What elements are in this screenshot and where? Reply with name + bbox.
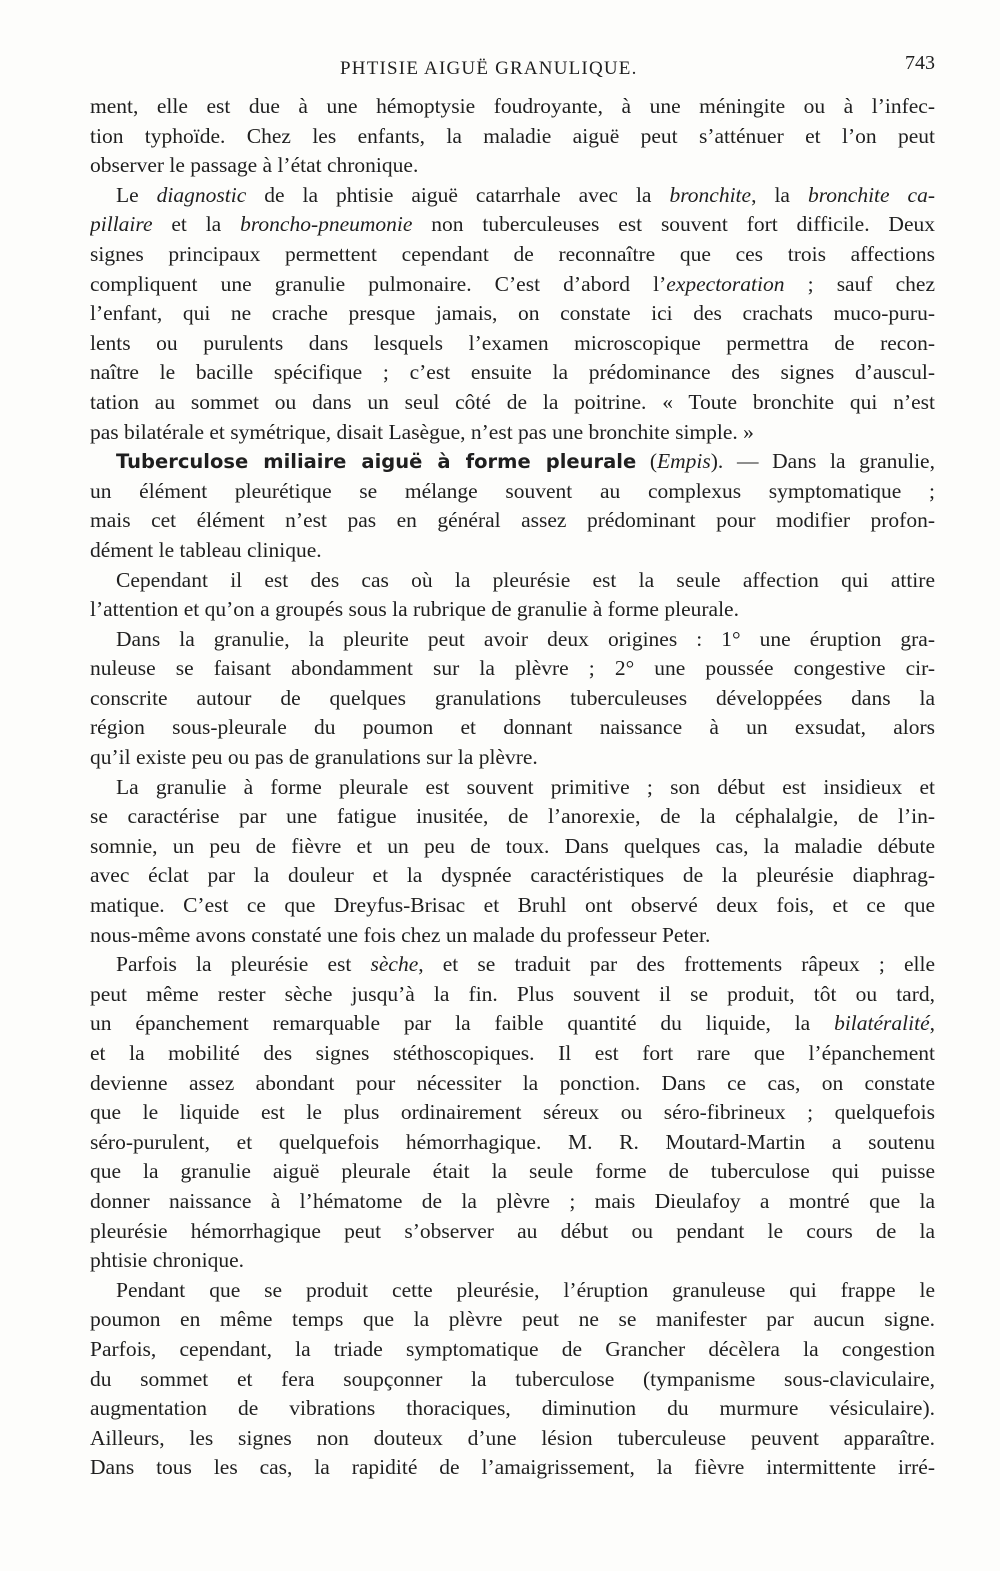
text-line [90,299,935,329]
text-line [90,1276,935,1306]
text-run: que le liquide est le plus ordinairement séreux ou séro-fibrineux ; quelquefois [90,1100,935,1125]
italic-term: sèche [370,952,419,977]
text-line [90,1365,935,1395]
text-line [90,270,935,300]
text-run: augmentation de vibrations thoraciques, diminution du murmure vésiculaire). [90,1396,935,1421]
text-line [90,1009,935,1039]
text-run: l’enfant, qui ne crache presque jamais, on constate ici des crachats muco-puru- [90,301,935,326]
page-number: 743 [905,52,935,74]
text-run: Ailleurs, les signes non douteux d’une lésion tuberculeuse peuvent apparaître. [90,1425,935,1450]
text-run: nous-même avons constaté une fois chez un malade du professeur Peter. [90,922,711,947]
text-run: conscrite autour de quelques granulations tuberculeuses développées dans la [90,685,935,710]
italic-term: pillaire [90,212,153,237]
text-line [90,536,935,566]
text-line [90,210,935,240]
text-run: un élément pleurétique se mélange souvent au complexus symptomatique ; [90,478,935,503]
text-run: , la [751,182,808,207]
text-run: dément le tableau clinique. [90,537,322,562]
text-run: ( [636,449,658,474]
text-line [90,506,935,536]
text-run: et la mobilité des signes stéthoscopiques. Il est fort rare que l’épanchement [90,1041,935,1065]
italic-term: bilatéralité [834,1011,930,1036]
text-line [90,388,935,418]
text-run: ment, elle est due à une hémoptysie foudroyante, à une méningite ou à l’infec- [90,94,935,118]
text-line [90,1394,935,1424]
text-line [90,92,935,122]
text-run: avec éclat par la douleur et la dyspnée caractéristiques de la pleurésie diaphrag- [90,863,935,888]
text-line [90,625,935,655]
text-line [90,1335,935,1365]
text-run: peut même rester sèche jusqu’à la fin. Plus souvent il se produit, tôt ou tard, [90,981,935,1006]
text-run: La granulie à forme pleurale est souvent primitive ; son début est insidieux et [116,774,935,799]
text-line [90,240,935,270]
text-line [90,950,935,980]
text-line [90,654,935,684]
text-run: Le [116,182,157,207]
text-run: et la [152,212,241,237]
text-line [90,1157,935,1187]
text-line [90,773,935,803]
text-line [90,566,935,596]
text-run: nuleuse se faisant abondamment sur la plèvre ; 2° une poussée congestive cir- [90,656,935,681]
text-line [90,477,935,507]
italic-term: Empis [657,449,711,474]
text-run: matique. C’est ce que Dreyfus-Brisac et Bruhl ont observé deux fois, et ce que [90,893,935,918]
text-line [90,861,935,891]
text-run: observer le passage à l’état chronique. [90,153,419,178]
text-line [90,684,935,714]
text-line [90,447,935,477]
text-run: lents ou purulents dans lesquels l’examen microscopique permettra de recon- [90,330,935,355]
text-line [90,743,935,773]
text-run: séro-purulent, et quelquefois hémorrhagique. M. R. Moutard-Martin a soutenu [90,1129,935,1154]
text-run: de la phtisie aiguë catarrhale avec la [246,182,670,207]
text-line [90,802,935,832]
text-run: se caractérise par une fatigue inusitée, de l’anorexie, de la céphalalgie, de l’in- [90,804,935,829]
text-run: naître le bacille spécifique ; c’est ensuite la prédominance des signes d’auscul- [90,360,935,385]
text-run: non tuberculeuses est souvent fort difficile. Deux [412,212,935,237]
text-line [90,980,935,1010]
text-line [90,122,935,152]
text-run: somnie, un peu de fièvre et un peu de toux. Dans quelques cas, la maladie débute [90,833,935,858]
text-run: devienne assez abondant pour nécessiter la ponction. Dans ce cas, on constate [90,1070,935,1095]
text-line [90,1128,935,1158]
text-line [90,891,935,921]
text-run: compliquent une granulie pulmonaire. C’est d’abord l’ [90,271,667,296]
text-line [90,1187,935,1217]
text-line [90,595,935,625]
running-title: PHTISIE AIGUË GRANULIQUE. [340,58,638,79]
text-run: , et se traduit par des frottements râpeux ; elle [418,952,935,977]
italic-term: broncho-pneumonie [240,212,413,237]
text-line [90,921,935,951]
text-run: donner naissance à l’hématome de la plèvre ; mais Dieulafoy a montré que la [90,1188,935,1213]
text-run: , [929,1011,935,1036]
text-run: Pendant que se produit cette pleurésie, l’éruption granuleuse qui frappe le [116,1277,935,1302]
text-run: l’attention et qu’on a groupés sous la rubrique de granulie à forme pleurale. [90,597,739,622]
text-line [90,418,935,448]
text-run: qu’il existe peu ou pas de granulations sur la plèvre. [90,745,538,770]
text-run: mais cet élément n’est pas en général assez prédominant pour modifier profon- [90,508,935,533]
text-run: tation au sommet ou dans un seul côté de la poitrine. « Toute bronchite qui n’est [90,389,935,414]
text-run: un épanchement remarquable par la faible quantité du liquide, la [90,1011,835,1036]
text-run: ; sauf chez [784,271,935,296]
text-line [90,1246,935,1276]
text-run: tion typhoïde. Chez les enfants, la maladie aiguë peut s’atténuer et l’on peut [90,123,935,148]
text-line [90,1305,935,1335]
text-line [90,1424,935,1454]
text-line [90,1098,935,1128]
text-run: ). — Dans la granulie, [710,449,935,474]
italic-term: expectoration [666,271,785,296]
section-heading: Tuberculose miliaire aiguë à forme pleurale [116,450,637,474]
text-run: Cependant il est des cas où la pleurésie est la seule affection qui attire [116,567,935,592]
text-run: signes principaux permettent cependant de reconnaître que ces trois affections [90,241,935,266]
text-run: pas bilatérale et symétrique, disait Lasègue, n’est pas une bronchite simple. » [90,419,754,444]
text-line [90,1039,935,1069]
text-run: Dans la granulie, la pleurite peut avoir deux origines : 1° une éruption gra- [116,626,935,651]
text-run: Dans tous les cas, la rapidité de l’amaigrissement, la fièvre intermittente irré- [90,1455,935,1480]
text-line [90,181,935,211]
text-line [90,1453,935,1483]
text-run: pleurésie hémorrhagique peut s’observer au début ou pendant le cours de la [90,1218,935,1243]
italic-term: bronchite ca- [807,182,935,207]
text-line [90,358,935,388]
running-head [90,52,935,82]
text-run: phtisie chronique. [90,1248,245,1273]
text-run: Parfois, cependant, la triade symptomatique de Grancher décèlera la congestion [90,1336,935,1361]
text-run: région sous-pleurale du poumon et donnant naissance à un exsudat, alors [90,715,935,740]
text-run: que la granulie aiguë pleurale était la seule forme de tuberculose qui puisse [90,1159,935,1184]
body-text [90,92,935,1483]
text-run: du sommet et fera soupçonner la tuberculose (tympanisme sous-claviculaire, [90,1366,935,1391]
text-line [90,1217,935,1247]
text-line [90,329,935,359]
italic-term: bronchite [669,182,752,207]
text-line [90,832,935,862]
italic-term: diagnostic [156,182,247,207]
text-line [90,1069,935,1099]
text-line [90,713,935,743]
text-run: Parfois la pleurésie est [116,952,371,977]
text-line [90,151,935,181]
text-run: poumon en même temps que la plèvre peut ne se manifester par aucun signe. [90,1307,935,1332]
